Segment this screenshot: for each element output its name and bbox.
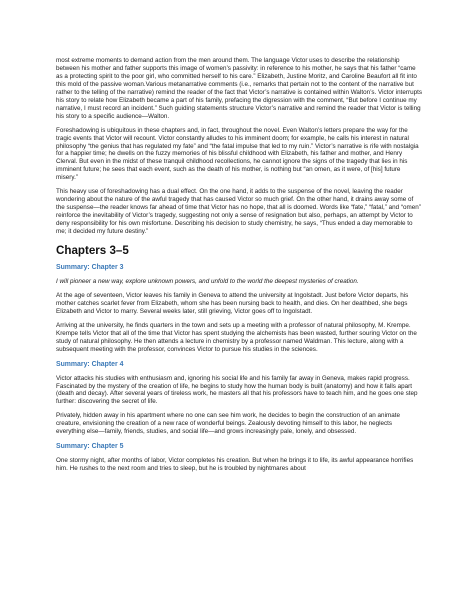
paragraph: Foreshadowing is ubiquitous in these chapters and, in fact, throughout the novel. Even Walton’s letters prepare the way for the tragic events that Victor will recount. Victor constantly alludes to his imminent doom; for example, he calls his interest in natural philosophy “the genius that has regulated my fate” and “the fatal impulse that led to my ruin.” Victor’s narrative is rife with nostalgia for a happier time; he dwells on the fuzzy memories of his blissful childhood with Elizabeth, his father and mother, and Henry Clerval. But even in the midst of these tranquil childhood recollections, he cannot ignore the signs of the tragedy that lies in his imminent future; he sees that each event, such as the death of his mother, is nothing but “an omen, as it were, of [his] future misery.” [56,126,419,182]
paragraph: Arriving at the university, he finds quarters in the town and sets up a meeting with a professor of natural philosophy, M. Krempe. Krempe tells Victor that all of the time that Victor has spent studying the alchemists has been wasted, further souring Victor on the study of natural philosophy. He then attends a lecture in chemistry by a professor named Waldman. This lecture, along with a subsequent meeting with the professor, convinces Victor to pursue his studies in the sciences. [56,321,417,353]
paragraph: At the age of seventeen, Victor leaves his family in Geneva to attend the university at Ingolstadt. Just before Victor departs, his mother catches scarlet fever from Elizabeth, whom she has been nursing back to health, and dies. On her deathbed, she begs Elizabeth and Victor to marry. Several weeks later, still grieving, Victor goes off to Ingolstadt. [56,291,409,315]
chapters-heading: Chapters 3–5 [56,244,129,258]
paragraph: This heavy use of foreshadowing has a dual effect. On the one hand, it adds to the suspense of the novel, leaving the reader wondering about the nature of the awful tragedy that has caused Victor so much grief. On the other hand, it drains away some of the suspense—the reader knows far ahead of time that Victor has no hope, that all is doomed. Words like “fate,” “fatal,” and “omen” reinforce the inevitability of Victor’s tragedy, suggesting not only a sense of resignation but also, perhaps, an attempt by Victor to deny responsibility for his own misfortune. Describing his decision to study chemistry, he says, “Thus ended a day memorable to me; it decided my future destiny.” [56,188,421,236]
chapter5-summary-heading: Summary: Chapter 5 [56,443,124,451]
paragraph: Privately, hidden away in his apartment where no one can see him work, he decides to begin the construction of an animate creature, envisioning the creation of a new race of wonderful beings. Zealously devoting himself to this labor, he neglects everything else—family, friends, studies, and social life—and grows increasingly pale, lonely, and obsessed. [56,412,400,436]
chapter4-summary-heading: Summary: Chapter 4 [56,360,124,368]
paragraph: most extreme moments to demand action from the men around them. The language Victor uses to describe the relationship between his mother and father supports this image of women’s passivity: in reference to his mother, he says that his father “came as a protecting spirit to the poor girl, who committed herself to his care.” Elizabeth, Justine Moritz, and Caroline Beaufort all fit into this mold of the passive woman.Various metanarrative comments (i.e., remarks that pertain not to the content of the narrative but rather to the telling of the narrative) remind the reader of the fact that Victor’s narrative is contained within Walton’s. Victor interrupts his story to relate how Elizabeth became a part of his family, prefacing the digression with the comment, “But before I continue my narrative, I must record an incident.” Such guiding statements structure Victor’s narrative and remind the reader that Victor is telling his story to a specific audience—Walton. [56,57,422,120]
paragraph: Victor attacks his studies with enthusiasm and, ignoring his social life and his family far away in Geneva, makes rapid progress. Fascinated by the mystery of the creation of life, he begins to study how the human body is built (anatomy) and how it falls apart (death and decay). After several years of tireless work, he masters all that his professors have to teach him, and he goes one step further: discovering the secret of life. [56,374,418,406]
document-body [56,57,422,479]
chapter3-quote: I will pioneer a new way, explore unknown powers, and unfold to the world the deepest mysteries of creation. [56,277,359,285]
paragraph: One stormy night, after months of labor, Victor completes his creation. But when he brings it to life, its awful appearance horrifies him. He rushes to the next room and tries to sleep, but he is troubled by nightmares about [56,457,414,473]
chapter3-summary-heading: Summary: Chapter 3 [56,264,124,272]
